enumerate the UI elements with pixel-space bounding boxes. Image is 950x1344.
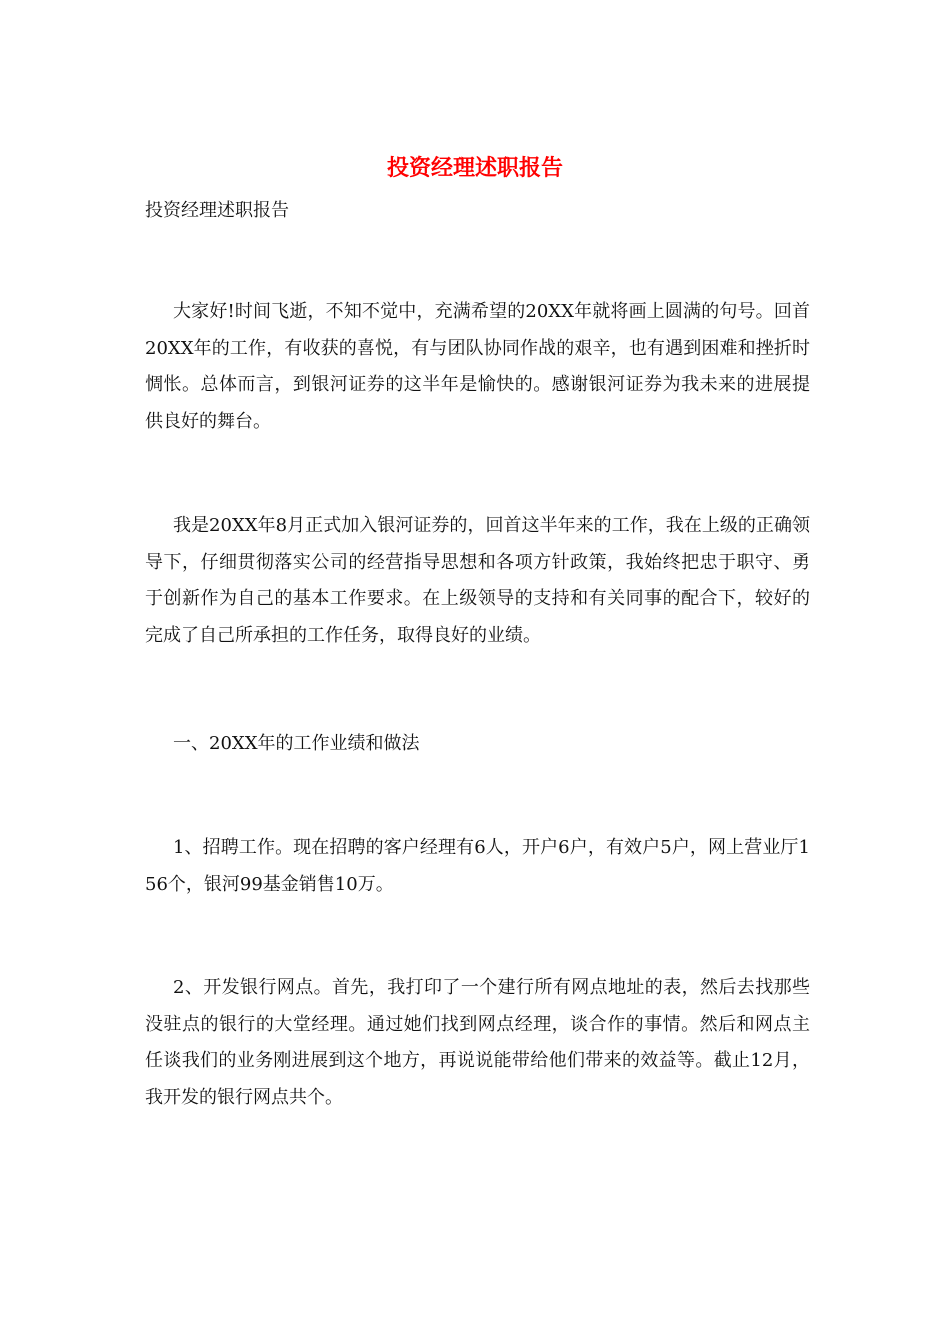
document-subtitle: 投资经理述职报告 [145,200,289,221]
paragraph-recruitment: 1、招聘工作。现在招聘的客户经理有6人，开户6户，有效户5户，网上营业厅156个，银河99基金销售10万。 [145,837,810,895]
document-title: 投资经理述职报告 [386,155,563,181]
paragraph-greeting: 大家好!时间飞逝，不知不觉中，充满希望的20XX年就将画上圆满的句号。回首20XX年的工作，有收获的喜悦，有与团队协同作战的艰辛，也有遇到困难和挫折时惆怅。总体而言，到银河证券的这半年是愉快的。感谢银河证券为我未来的进展提供良好的舞台。 [145,301,810,432]
paragraph-introduction: 我是20XX年8月正式加入银河证券的，回首这半年来的工作，我在上级的正确领导下，仔细贯彻落实公司的经营指导思想和各项方针政策，我始终把忠于职守、勇于创新作为自己的基本工作要求。在上级领导的支持和有关同事的配合下，较好的完成了自己所承担的工作任务，取得良好的业绩。 [145,515,810,646]
section-heading-work-results: 一、20XX年的工作业绩和做法 [173,733,420,754]
paragraph-bank-outlets: 2、开发银行网点。首先，我打印了一个建行所有网点地址的表，然后去找那些没驻点的银行的大堂经理。通过她们找到网点经理，谈合作的事情。然后和网点主任谈我们的业务刚进展到这个地方，再说说能带给他们带来的效益等。截止12月，我开发的银行网点共个。 [145,977,810,1108]
